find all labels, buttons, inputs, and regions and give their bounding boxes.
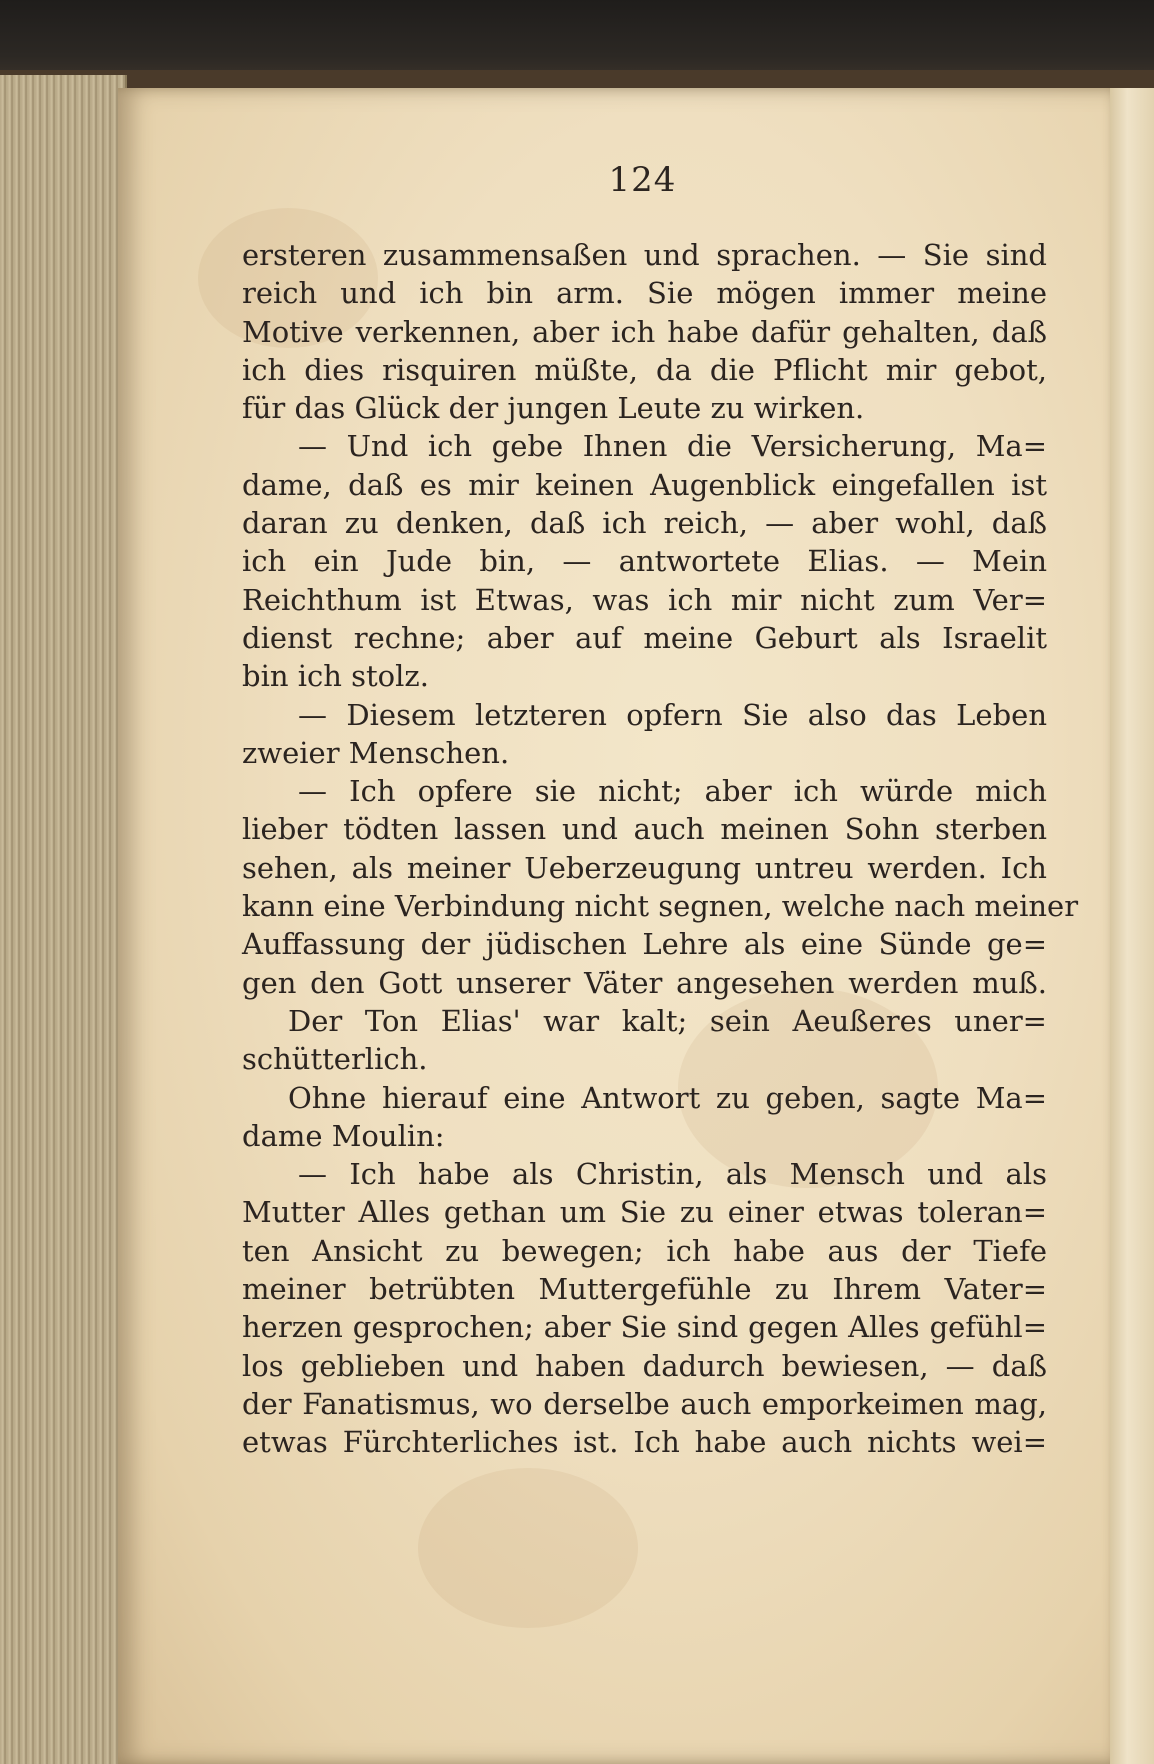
- paper-stain: [418, 1468, 638, 1628]
- text-line: für das Glück der jungen Leute zu wirken.: [242, 391, 865, 426]
- text-line: dame, daß es mir keinen Augenblick eingefallen ist: [242, 467, 1047, 502]
- text-line: etwas Fürchterliches ist. Ich habe auch nichts wei=: [242, 1425, 1047, 1460]
- text-line: los geblieben und haben dadurch bewiesen, — daß: [242, 1348, 1047, 1383]
- facing-page-edge: [1110, 88, 1154, 1764]
- text-line: dienst rechne; aber auf meine Geburt als Israelit: [242, 620, 1047, 655]
- page-edges-stack: [0, 75, 127, 1764]
- text-line: reich und ich bin arm. Sie mögen immer meine: [242, 276, 1047, 311]
- text-line: — Ich opfere sie nicht; aber ich würde mich: [298, 774, 1047, 809]
- scan-background-top: [0, 0, 1154, 80]
- text-line: Der Ton Elias' war kalt; sein Aeußeres uner=: [288, 1003, 1047, 1038]
- text-line: ich ein Jude bin, — antwortete Elias. — Mein: [242, 544, 1047, 579]
- text-line: — Und ich gebe Ihnen die Versicherung, Ma=: [298, 429, 1047, 464]
- text-line: dame Moulin:: [242, 1118, 445, 1153]
- text-line: Ohne hierauf eine Antwort zu geben, sagte Ma=: [288, 1080, 1047, 1115]
- text-line: sehen, als meiner Ueberzeugung untreu werden. Ich: [242, 850, 1047, 885]
- text-line: lieber tödten lassen und auch meinen Sohn sterben: [242, 812, 1047, 847]
- text-line: — Diesem letzteren opfern Sie also das Leben: [298, 697, 1047, 732]
- text-line: Mutter Alles gethan um Sie zu einer etwas toleran=: [242, 1195, 1047, 1230]
- page-number: 124: [608, 160, 677, 200]
- text-line: der Fanatismus, wo derselbe auch emporkeimen mag,: [242, 1386, 1047, 1421]
- body-text: [242, 236, 1079, 1462]
- text-line: Auffassung der jüdischen Lehre als eine Sünde ge=: [242, 927, 1047, 962]
- text-line: schütterlich.: [242, 1042, 428, 1077]
- text-line: zweier Menschen.: [242, 735, 510, 770]
- text-line: ten Ansicht zu bewegen; ich habe aus der Tiefe: [242, 1233, 1047, 1268]
- text-line: daran zu denken, daß ich reich, — aber wohl, daß: [242, 506, 1047, 541]
- text-line: herzen gesprochen; aber Sie sind gegen Alles gefühl=: [242, 1310, 1047, 1345]
- text-line: bin ich stolz.: [242, 659, 429, 694]
- text-line: meiner betrübten Muttergefühle zu Ihrem Vater=: [242, 1272, 1047, 1307]
- text-line: — Ich habe als Christin, als Mensch und als: [298, 1157, 1047, 1192]
- text-line: ersteren zusammensaßen und sprachen. — Sie sind: [242, 238, 1047, 272]
- text-line: Reichthum ist Etwas, was ich mir nicht zum Ver=: [242, 582, 1047, 617]
- text-line: kann eine Verbindung nicht segnen, welche nach meiner: [242, 889, 1079, 924]
- text-line: gen den Gott unserer Väter angesehen werden muß.: [242, 965, 1047, 1000]
- text-line: Motive verkennen, aber ich habe dafür gehalten, daß: [242, 314, 1047, 349]
- text-line: ich dies risquiren müßte, da die Pflicht mir gebot,: [242, 352, 1047, 387]
